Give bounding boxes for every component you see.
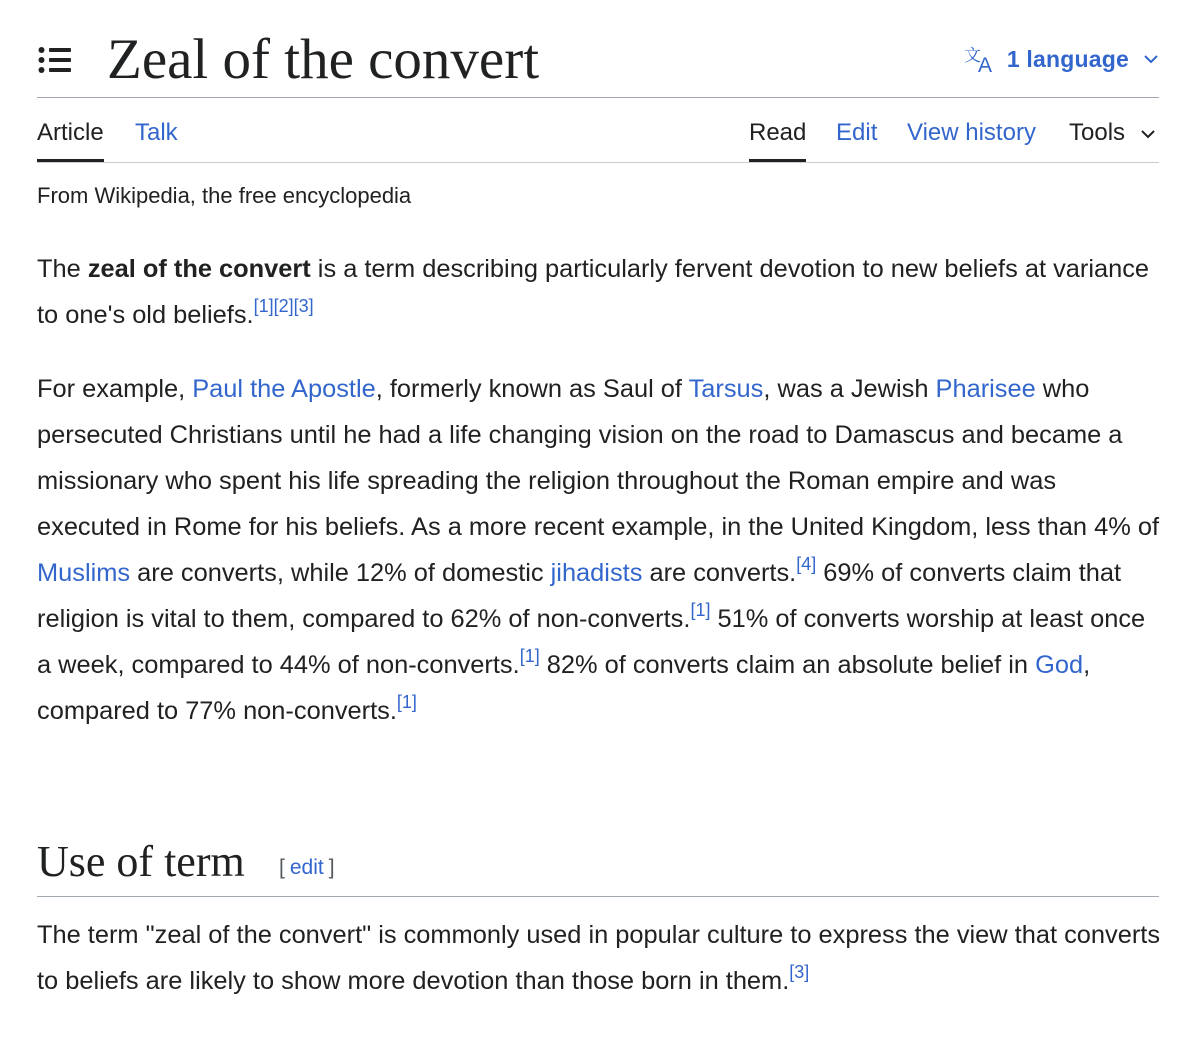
link-pharisee[interactable]: Pharisee: [935, 375, 1036, 403]
intro-paragraph-1: The zeal of the convert is a term describing particularly fervent devotion to new beliefs at variance to one's old beliefs.[1][2][3]: [37, 255, 1150, 329]
translate-icon: [963, 44, 999, 74]
article-body: [37, 246, 1162, 734]
tab-talk[interactable]: Talk: [135, 119, 178, 146]
chevron-down-icon: [1140, 128, 1156, 140]
site-tagline: From Wikipedia, the free encyclopedia: [37, 183, 412, 208]
toc-toggle-button[interactable]: [37, 43, 71, 77]
language-button[interactable]: [963, 42, 1159, 76]
intro-paragraph-2: For example, Paul the Apostle, formerly known as Saul of Tarsus, was a Jewish Pharisee who persecuted Christians until he had a life changing vision on the road to Damascus and became a missionary who spent his life spreading the religion throughout the Roman empire and was executed in Rome for his beliefs. As a more recent example, in the United Kingdom, less than 4% of Muslims are converts, while 12% of domestic jihadists are converts.[4] 69% of converts claim that religion is vital to them, compared to 62% of non-converts.[1] 51% of converts worship at least once a week, compared to 44% of non-converts.[1] 82% of converts claim an absolute belief in God, compared to 77% non-converts.[1]: [37, 375, 1160, 725]
page-title: Zeal of the convert: [107, 28, 540, 91]
svg-text:文: 文: [963, 46, 981, 66]
tab-article[interactable]: Article: [37, 97, 104, 162]
section-edit-link[interactable]: edit: [289, 856, 324, 879]
tab-edit[interactable]: Edit: [836, 119, 878, 146]
language-label: 1 language: [1006, 45, 1129, 72]
link-tarsus[interactable]: Tarsus: [688, 375, 764, 403]
citation[interactable]: [1]: [396, 692, 417, 712]
citation[interactable]: [1]: [519, 646, 540, 666]
section-body: [37, 912, 1162, 1004]
citation[interactable]: [3]: [789, 962, 810, 982]
svg-text:A: A: [977, 54, 992, 74]
list-bullet-icon: [37, 43, 71, 77]
link-jihadists[interactable]: jihadists: [550, 559, 643, 587]
link-paul-the-apostle[interactable]: Paul the Apostle: [192, 375, 376, 403]
tools-dropdown[interactable]: [1069, 97, 1156, 161]
page-header: [37, 0, 1159, 98]
tab-read[interactable]: Read: [749, 97, 806, 162]
link-god[interactable]: God: [1035, 651, 1084, 679]
citation[interactable]: [2]: [273, 296, 294, 316]
citation[interactable]: [1]: [690, 600, 711, 620]
bold-term: zeal of the convert: [87, 255, 311, 283]
citation[interactable]: [3]: [293, 296, 314, 316]
section-heading: [37, 826, 1159, 897]
section-paragraph-1: The term "zeal of the convert" is commonly used in popular culture to express the view that converts to beliefs are likely to show more devotion than those born in them.[3]: [37, 921, 1161, 995]
citation[interactable]: [4]: [796, 554, 817, 574]
page-tabs: [37, 97, 1159, 163]
link-muslims[interactable]: Muslims: [37, 559, 131, 587]
citation[interactable]: [1]: [253, 296, 274, 316]
section-edit: [ edit ]: [279, 856, 335, 879]
section-title: Use of term: [37, 837, 245, 886]
tab-view-history[interactable]: View history: [907, 119, 1036, 146]
tools-label: Tools: [1069, 119, 1126, 146]
chevron-down-icon: [1143, 53, 1159, 65]
